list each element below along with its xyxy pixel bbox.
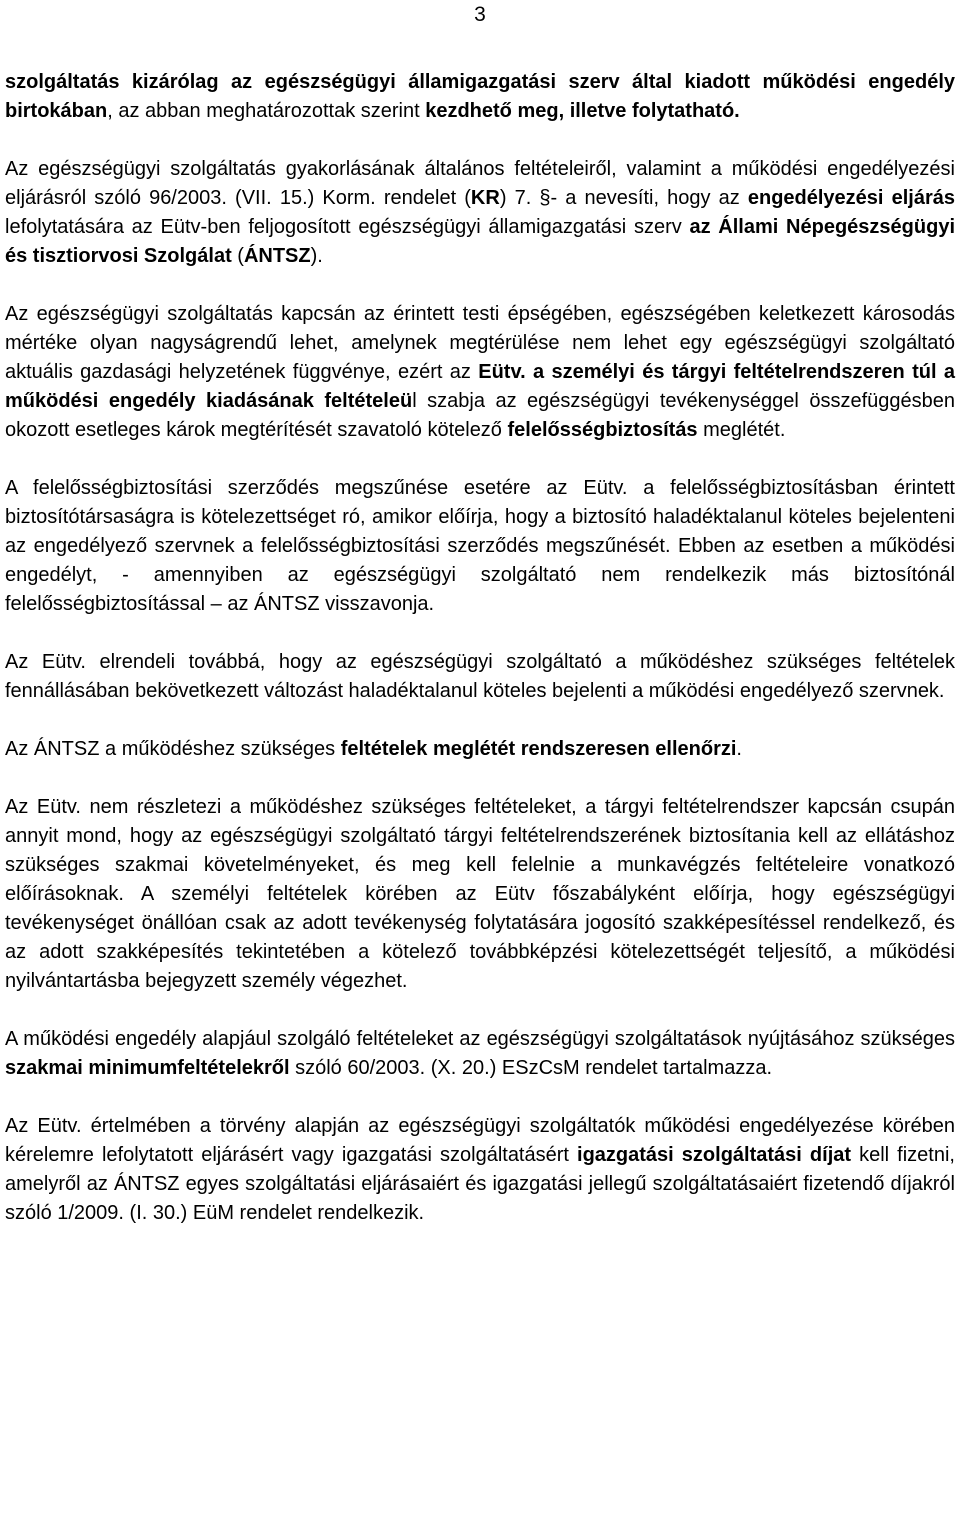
text-run: meglétét. <box>697 419 786 441</box>
paragraph <box>5 1112 955 1228</box>
bold-text-run: feltételek meglétét rendszeresen ellenőrzi <box>340 738 737 760</box>
bold-text-run: ÁNTSZ <box>243 245 311 267</box>
text-run: Az ÁNTSZ a működéshez szükséges <box>5 738 341 760</box>
paragraph <box>5 648 955 706</box>
text-run <box>526 361 533 383</box>
text-run: A felelősségbiztosítási szerződés megszűnése esetére az Eütv. a felelősségbiztosításban érintett biztosítótársaságra is kötelezettséget ró, amikor előírja, hogy a biztosító haladéktalanul köteles bejelenteni az engedélyező szervnek a felelősségbiztosítási szerződés megszűnését. Ebben az esetben a működési engedélyt, - amennyiben az egészségügyi szolgáltató nem rendelkezik más biztosítónál felelősségbiztosítással – az ÁNTSZ visszavonja. <box>5 477 955 615</box>
bold-text-run: kezdhető meg, illetve folytatható. <box>425 100 740 122</box>
text-run: Az Eütv. értelmében a törvény alapján az egészségügyi szolgáltatók működési engedélyezése körében kérelemre lefolytatott eljárásért vagy igazgatási szolgáltatásért <box>5 1115 955 1166</box>
text-run: ( <box>231 245 244 267</box>
paragraph <box>5 793 955 996</box>
paragraph <box>5 155 955 271</box>
bold-text-run: szolgáltatás kizárólag az egészségügyi államigazgatási szerv által kiadott működési engedély birtokában <box>5 71 955 122</box>
text-run: . <box>736 738 742 760</box>
paragraph <box>5 735 955 764</box>
paragraph <box>5 1025 955 1083</box>
bold-text-run: KR <box>470 187 500 209</box>
text-run: A működési engedély alapjául szolgáló feltételeket az egészségügyi szolgáltatások nyújtásához szükséges <box>5 1028 955 1050</box>
text-run: lefolytatására az Eütv-ben feljogosított egészségügyi államigazgatási szerv <box>5 216 690 238</box>
text-run: Az Eütv. elrendeli továbbá, hogy az egészségügyi szolgáltató a működéshez szükséges feltételek fennállásában bekövetkezett változást haladéktalanul köteles bejelenti a működési engedélyező szervnek. <box>5 651 955 702</box>
bold-text-run: szakmai minimumfeltételekről <box>5 1057 290 1079</box>
document-body <box>5 68 955 1257</box>
paragraph <box>5 300 955 445</box>
text-run: , az abban meghatározottak szerint <box>107 100 426 122</box>
bold-text-run: felelősségbiztosítás <box>507 419 698 441</box>
paragraph <box>5 68 955 126</box>
bold-text-run: igazgatási szolgáltatási díjat <box>577 1144 852 1166</box>
paragraph <box>5 474 955 619</box>
text-run: ). <box>310 245 323 267</box>
text-run: Az egészségügyi szolgáltatás gyakorlásának általános feltételeiről, valamint a működési engedélyezési eljárásról szóló 96/2003. (VII. 15.) Korm. rendelet ( <box>5 158 955 209</box>
bold-text-run: Eütv. <box>478 361 526 383</box>
text-run: Az egészségügyi szolgáltatás kapcsán az érintett testi épségében, egészségében keletkezett károsodás mértéke olyan nagyságrendű lehet, amelynek megtérülése nem lehet egy egészségügyi szolgáltató aktuális gazdasági helyzetének függvénye, ezért az <box>5 303 955 383</box>
page-number: 3 <box>474 3 486 26</box>
text-run: Az Eütv. nem részletezi a működéshez szükséges feltételeket, a tárgyi feltételrendszer kapcsán csupán annyit mond, hogy az egészségügyi szolgáltató tárgyi feltételrendszerének biztosítania kell az ellátáshoz szükséges szakmai követelményeket, és meg kell felelnie a munkavégzés feltételeire vonatkozó előírásoknak. A személyi feltételek körében az Eütv főszabályként előírja, hogy egészségügyi tevékenységet önállóan csak az adott tevékenység folytatására jogosító szakképesítéssel rendelkező, és az adott szakképesítés tekintetében a kötelező továbbképzési kötelezettségét teljesítő, a működési nyilvántartásba bejegyzett személy végezhet. <box>5 796 955 992</box>
text-run: ) 7. §- a nevesíti, hogy az <box>499 187 748 209</box>
text-run: kell fizetni, amelyről az ÁNTSZ egyes szolgáltatási eljárásaiért és igazgatási jellegű szolgáltatásaiért fizetendő díjakról szóló 1/2009. (I. 30.) EüM rendelet rendelkezik. <box>5 1144 955 1224</box>
text-run: szóló 60/2003. (X. 20.) ESzCsM rendelet tartalmazza. <box>289 1057 773 1079</box>
bold-text-run: az Állami Népegészségügyi és tisztiorvosi Szolgálat <box>5 216 955 267</box>
bold-text-run: engedélyezési eljárás <box>747 187 955 209</box>
bold-text-run: a személyi és tárgyi feltételrendszeren túl a működési engedély kiadásának feltételeü <box>5 361 955 412</box>
text-run: l szabja az egészségügyi tevékenységgel összefüggésben okozott esetleges károk megtérítését szavatoló kötelező <box>5 390 955 441</box>
